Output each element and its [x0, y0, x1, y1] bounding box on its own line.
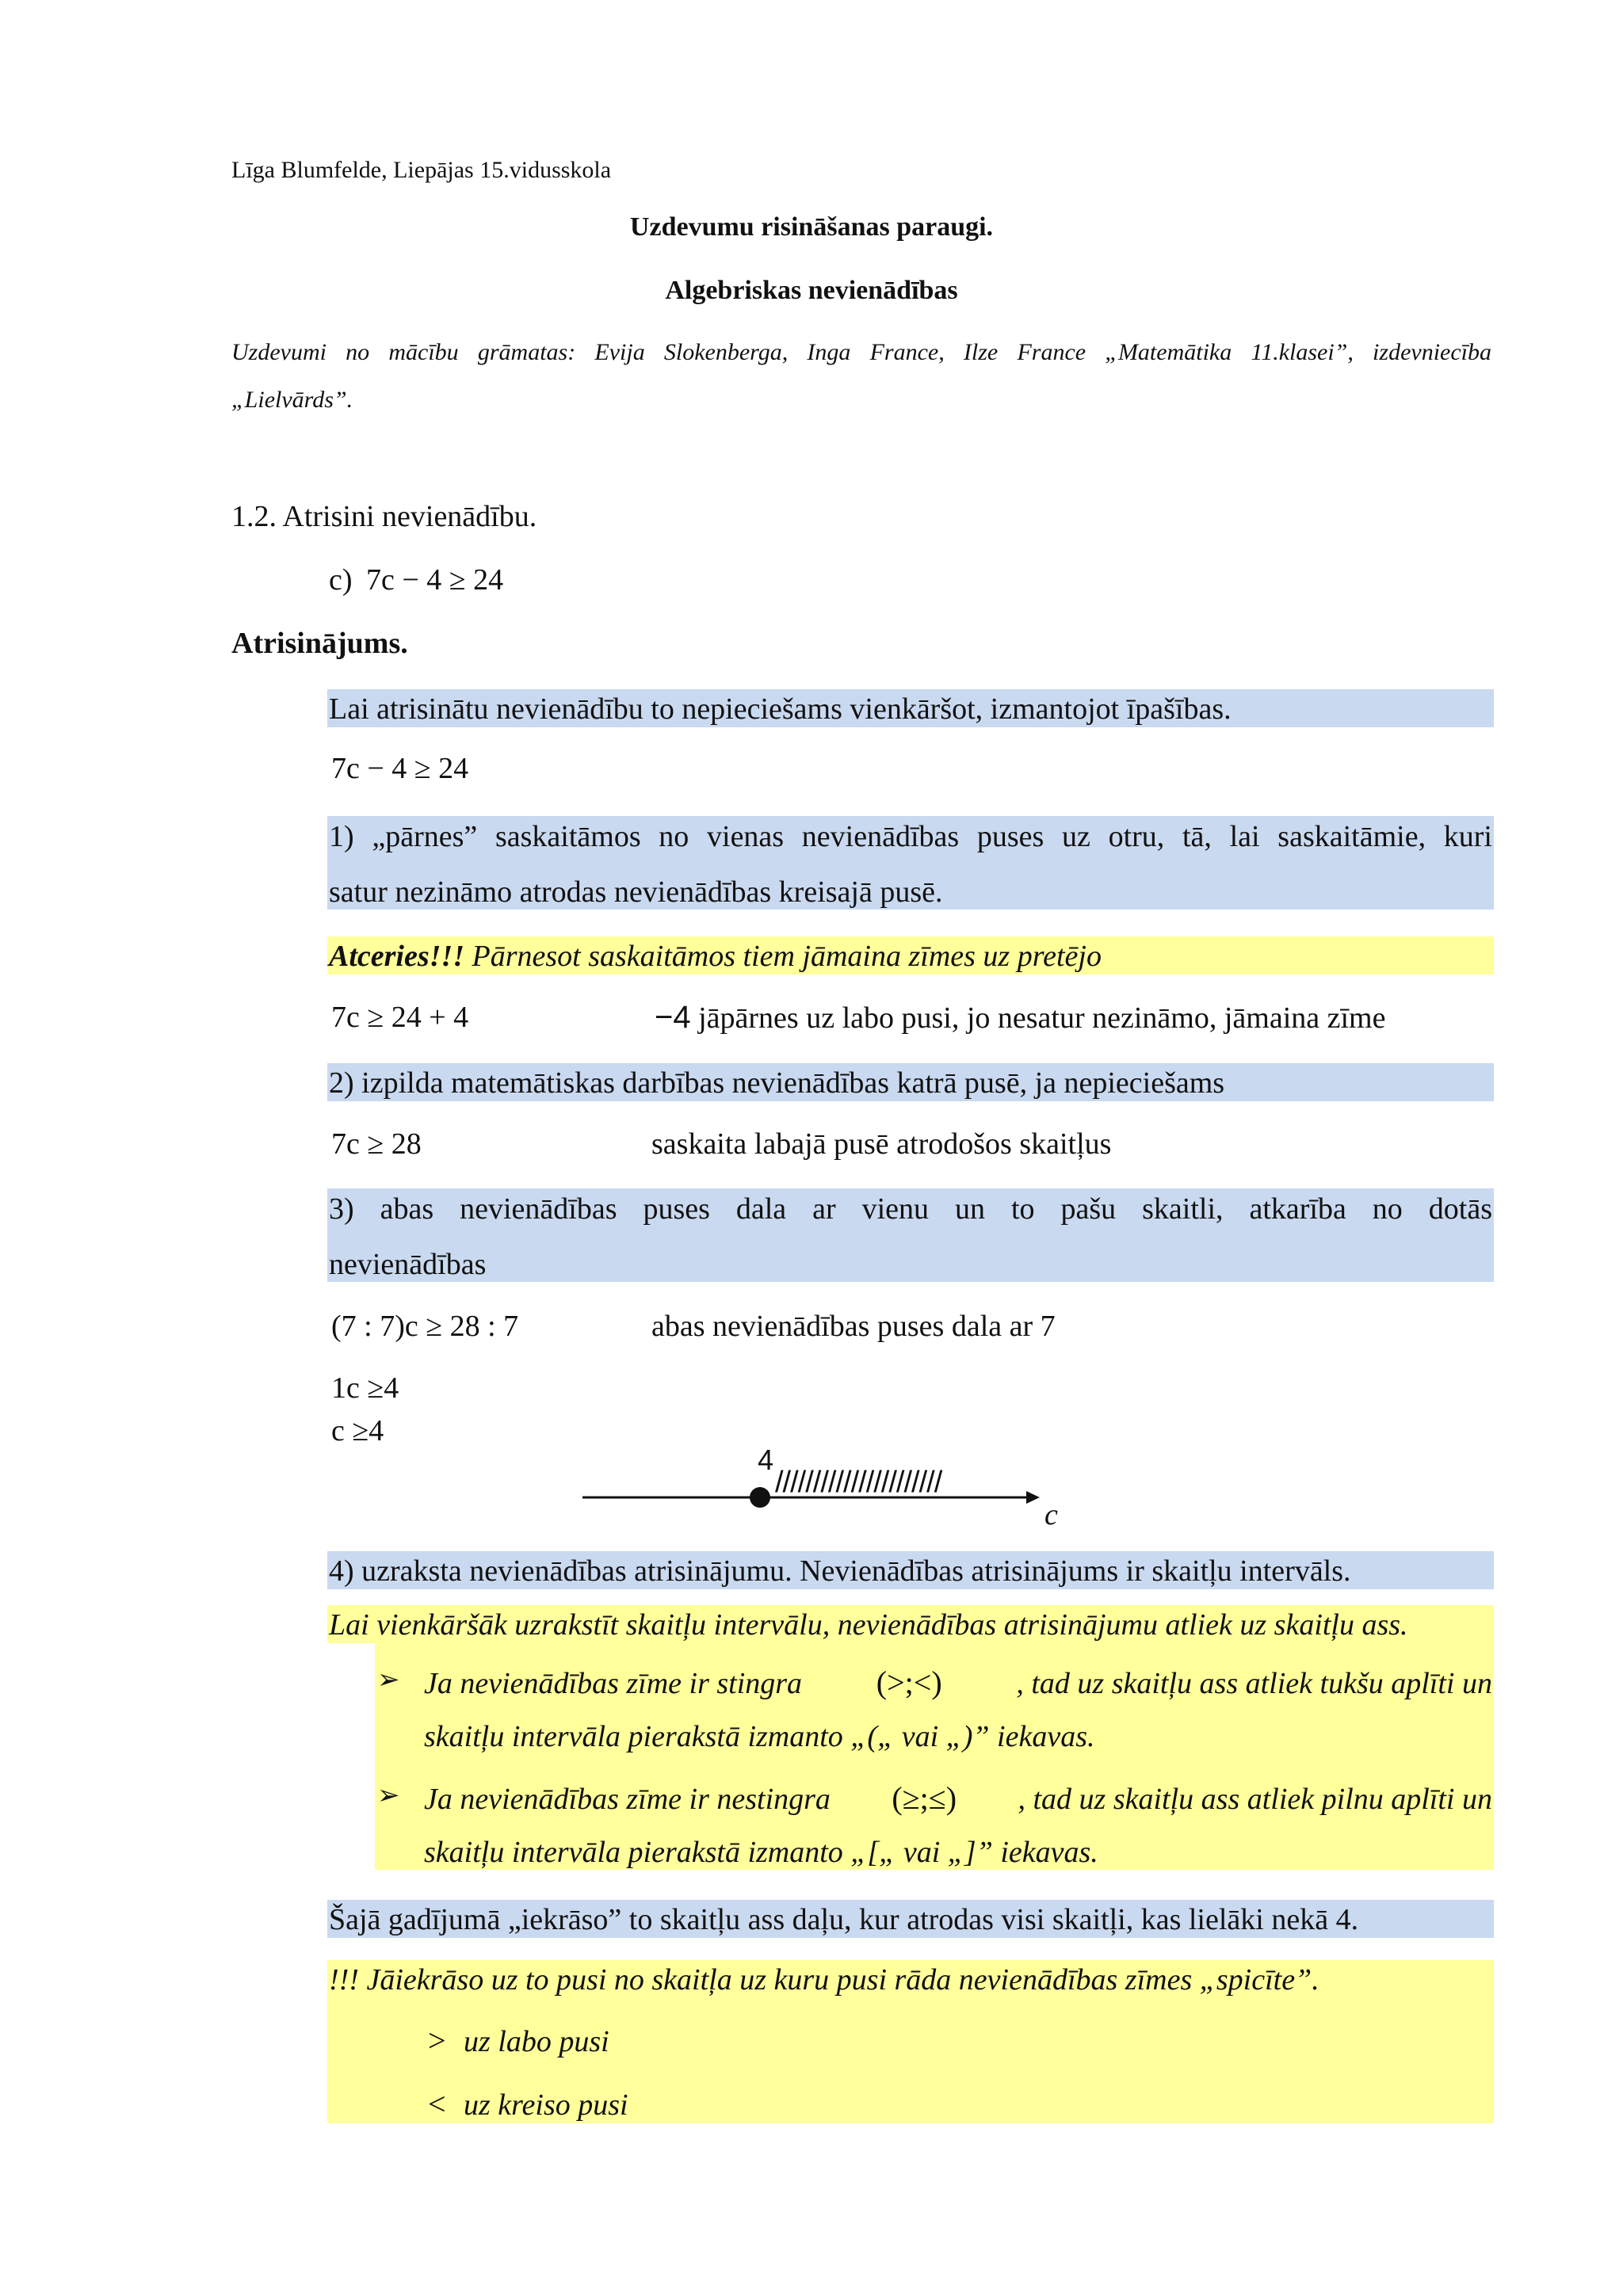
- greater-meaning: uz labo pusi: [464, 2025, 609, 2058]
- bullet1-line2: skaitļu intervāla pierakstā izmanto „(„ vai „)” iekavas.: [424, 1720, 1095, 1753]
- step1-line1: 1) „pārnes” saskaitāmos no vienas nevienādības puses uz otru, tā, lai saskaitāmie, kuri: [329, 820, 1492, 853]
- remember-line: [329, 939, 1102, 974]
- expression-5: c ≥4: [331, 1414, 384, 1447]
- expression-3: (7 : 7)c ≥ 28 : 7: [331, 1310, 519, 1343]
- author-line: Līga Blumfelde, Liepājas 15.vidusskola: [231, 157, 612, 183]
- bullet2-line1: [424, 1779, 1492, 1817]
- expression-0: 7c − 4 ≥ 24: [331, 752, 469, 785]
- moved-term: −4: [655, 1000, 691, 1035]
- axis-hatching: //////////////////////: [775, 1466, 942, 1499]
- bullet1-text-a: Ja nevienādības zīme ir stingra: [424, 1667, 803, 1700]
- source-line-1: Uzdevumi no mācību grāmatas: Evija Slokenberga, Inga France, Ilze France „Matemātika 11.klasei”, izdevniecība: [231, 339, 1491, 365]
- remember-text: Pārnesot saskaitāmos tiem jāmaina zīmes uz pretējo: [472, 940, 1102, 973]
- task-item-label: c): [329, 563, 353, 597]
- page-title: Uzdevumu risināšanas paraugi.: [629, 212, 994, 242]
- expression-2-note: saskaita labajā pusē atrodošos skaitļus: [651, 1127, 1112, 1161]
- bullet2-line2: skaitļu intervāla pierakstā izmanto „[„ vai „]” iekavas.: [424, 1836, 1098, 1869]
- greater-sign: >: [428, 2023, 446, 2058]
- step3-line2: nevienādības: [329, 1248, 487, 1281]
- remember-label: Atceries!!!: [329, 940, 464, 973]
- intro-text: Lai atrisinātu nevienādību to nepieciešams vienkāršot, izmantojot īpašības.: [329, 692, 1232, 726]
- expression-1-note-text: jāpārnes uz labo pusi, jo nesatur nezināmo, jāmaina zīme: [698, 1001, 1386, 1035]
- step2-text: 2) izpilda matemātiskas darbības nevienādības katrā pusē, ja nepieciešams: [329, 1066, 1225, 1100]
- bullet1-text-b: , tad uz skaitļu ass atliek tukšu aplīti un: [1016, 1667, 1492, 1700]
- shade-rule-text: !!! Jāiekrāso uz to pusi no skaitļa uz kuru pusi rāda nevienādības zīmes „spicīte”.: [329, 1963, 1319, 1997]
- step4-text: 4) uzraksta nevienādības atrisinājumu. Nevienādības atrisinājums ir skaitļu intervāls.: [329, 1554, 1351, 1588]
- less-meaning: uz kreiso pusi: [464, 2088, 628, 2122]
- task-expression: 7c − 4 ≥ 24: [366, 563, 504, 597]
- step1-line2: satur nezināmo atrodas nevienādības kreisajā pusē.: [329, 875, 943, 909]
- case-text: Šajā gadījumā „iekrāso” to skaitļu ass daļu, kur atrodas visi skaitļi, kas lielāki nekā 4.: [329, 1903, 1359, 1936]
- expression-1-note: [655, 1000, 1385, 1035]
- axis-point-label: 4: [758, 1444, 774, 1476]
- page-subtitle: Algebriskas nevienādības: [665, 276, 958, 305]
- bullet2-text-b: , tad uz skaitļu ass atliek pilnu aplīti un: [1018, 1783, 1492, 1816]
- bullet-arrow-icon: ➢: [377, 1779, 400, 1811]
- expression-2: 7c ≥ 28: [331, 1127, 422, 1161]
- expression-3-note: abas nevienādības puses dala ar 7: [651, 1310, 1056, 1343]
- step3-line1: 3) abas nevienādības puses dala ar vienu un to pašu skaitli, atkarība no dotās: [329, 1192, 1492, 1226]
- nonstrict-signs: (≥;≤): [892, 1780, 957, 1816]
- bullet-arrow-icon: ➢: [377, 1664, 400, 1695]
- source-line-2: „Lielvārds”.: [231, 387, 353, 413]
- expression-1: 7c ≥ 24 + 4: [331, 1001, 469, 1034]
- less-sign: <: [428, 2086, 446, 2122]
- task-heading: 1.2. Atrisini nevienādību.: [231, 500, 537, 533]
- strict-signs: (>;<): [876, 1665, 942, 1700]
- filled-point-icon: [750, 1487, 770, 1508]
- bullet1-line1: [424, 1664, 1492, 1701]
- axis-variable-label: c: [1044, 1498, 1058, 1531]
- hint-text: Lai vienkāršāk uzrakstīt skaitļu intervālu, nevienādības atrisinājumu atliek uz skaitļu ass.: [329, 1608, 1408, 1642]
- axis-arrow-icon: [1026, 1491, 1040, 1504]
- solution-heading: Atrisinājums.: [231, 627, 408, 660]
- bullet2-text-a: Ja nevienādības zīme ir nestingra: [424, 1783, 831, 1816]
- expression-4: 1c ≥4: [331, 1371, 399, 1405]
